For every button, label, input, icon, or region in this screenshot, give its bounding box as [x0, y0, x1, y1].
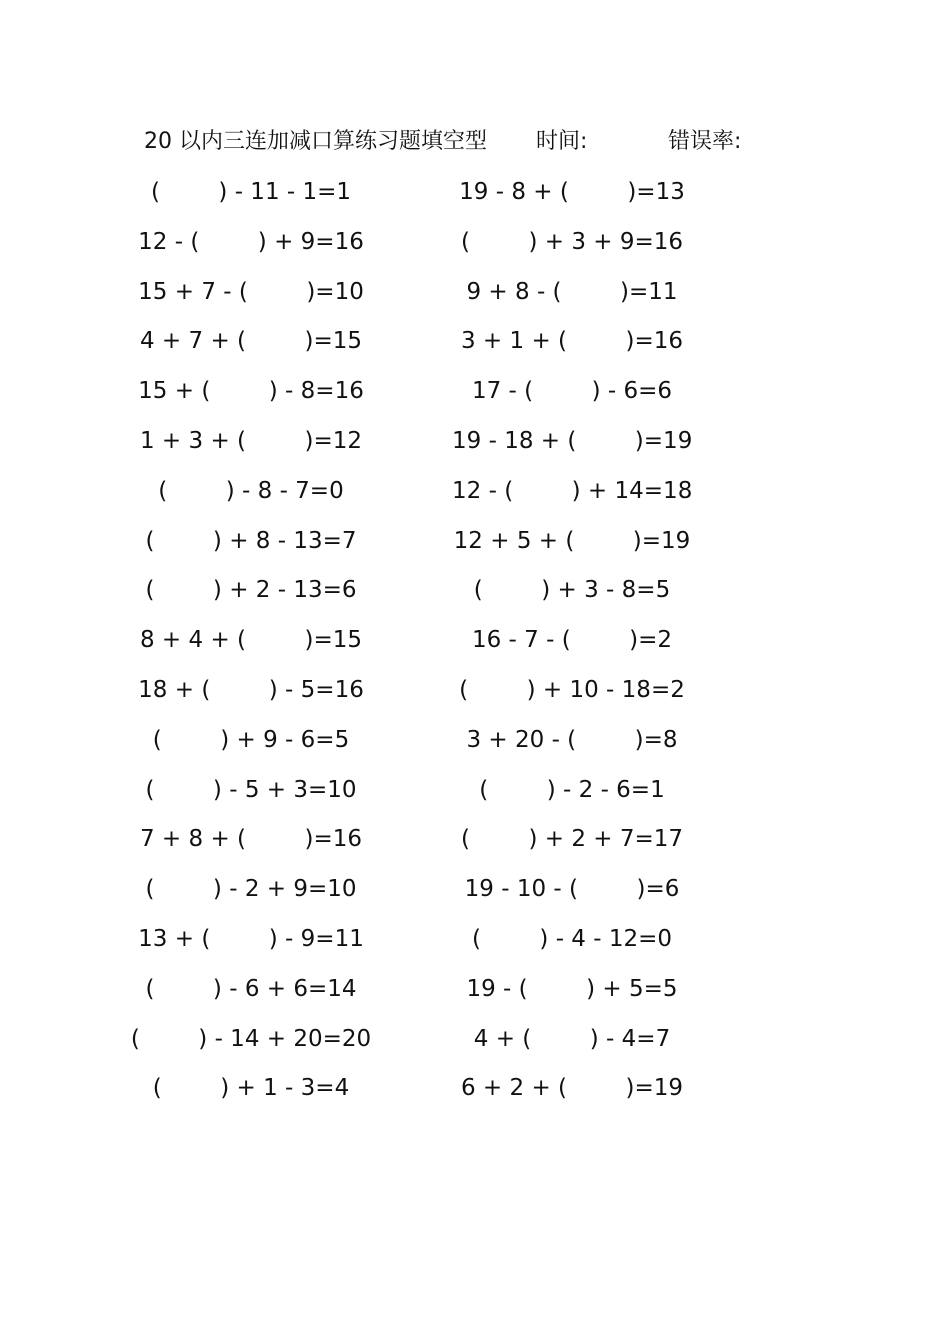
- problem-left: 15 + ( ) - 8=16: [138, 378, 364, 405]
- time-label: 时间:: [536, 129, 588, 154]
- problem-right: 9 + 8 - ( )=11: [466, 278, 678, 305]
- problem-right: ( ) + 3 + 9=16: [460, 228, 684, 255]
- problem-row: [0, 568, 950, 618]
- problem-left: ( ) - 14 + 20=20: [130, 1025, 372, 1052]
- problem-left: ( ) + 8 - 13=7: [145, 527, 357, 554]
- problem-left: ( ) - 8 - 7=0: [158, 477, 344, 504]
- problem-row: [0, 618, 950, 668]
- problem-right: 3 + 1 + ( )=16: [460, 328, 684, 355]
- problem-row: [0, 1066, 950, 1116]
- problem-left: ( ) + 2 - 13=6: [145, 577, 357, 604]
- problem-left: 4 + 7 + ( )=15: [139, 328, 363, 355]
- problem-right: 3 + 20 - ( )=8: [466, 726, 678, 753]
- problem-right: 12 + 5 + ( )=19: [453, 527, 691, 554]
- problem-row: [0, 1017, 950, 1067]
- problem-left: ( ) + 1 - 3=4: [152, 1075, 350, 1102]
- problem-right: ( ) + 3 - 8=5: [473, 577, 671, 604]
- problem-left: ( ) - 5 + 3=10: [145, 776, 357, 803]
- problem-right: 17 - ( ) - 6=6: [471, 378, 673, 405]
- problem-row: [0, 220, 950, 270]
- problem-row: [0, 369, 950, 419]
- problem-row: [0, 469, 950, 519]
- problem-right: 19 - 10 - ( )=6: [464, 876, 680, 903]
- problem-right: 19 - 18 + ( )=19: [452, 427, 693, 454]
- worksheet-title: 20 以内三连加减口算练习题填空型: [144, 129, 487, 154]
- problem-right: ( ) - 2 - 6=1: [479, 776, 665, 803]
- problem-left: 13 + ( ) - 9=11: [138, 925, 364, 952]
- worksheet-header: [144, 124, 784, 160]
- problem-right: 4 + ( ) - 4=7: [473, 1025, 671, 1052]
- problem-left: 7 + 8 + ( )=16: [139, 826, 363, 853]
- problem-right: ( ) + 10 - 18=2: [459, 676, 685, 703]
- problem-left: ( ) - 2 + 9=10: [145, 876, 357, 903]
- problem-row: [0, 319, 950, 369]
- problem-left: 8 + 4 + ( )=15: [139, 627, 363, 654]
- problem-right: 6 + 2 + ( )=19: [460, 1075, 684, 1102]
- problem-row: [0, 519, 950, 569]
- problem-list: [0, 170, 950, 1116]
- problem-left: 12 - ( ) + 9=16: [138, 228, 364, 255]
- problem-right: 19 - 8 + ( )=13: [459, 179, 685, 205]
- problem-left: 1 + 3 + ( )=12: [139, 427, 363, 454]
- error-rate-label: 错误率:: [668, 129, 742, 154]
- problem-row: [0, 917, 950, 967]
- problem-row: [0, 817, 950, 867]
- problem-left: ( ) + 9 - 6=5: [152, 726, 350, 753]
- problem-right: ( ) - 4 - 12=0: [471, 925, 673, 952]
- problem-right: 16 - 7 - ( )=2: [471, 627, 673, 654]
- problem-row: [0, 768, 950, 818]
- problem-right: ( ) + 2 + 7=17: [460, 826, 684, 853]
- problem-left: 18 + ( ) - 5=16: [138, 676, 364, 703]
- problem-right: 12 - ( ) + 14=18: [452, 477, 693, 504]
- problem-row: [0, 270, 950, 320]
- problem-row: [0, 419, 950, 469]
- problem-row: [0, 967, 950, 1017]
- problem-left: 15 + 7 - ( )=10: [138, 278, 364, 305]
- problem-right: 19 - ( ) + 5=5: [466, 975, 678, 1002]
- problem-row: [0, 867, 950, 917]
- problem-row: [0, 668, 950, 718]
- problem-row: [0, 170, 950, 220]
- problem-left: ( ) - 6 + 6=14: [145, 975, 357, 1002]
- problem-left: ( ) - 11 - 1=1: [150, 179, 352, 205]
- problem-row: [0, 718, 950, 768]
